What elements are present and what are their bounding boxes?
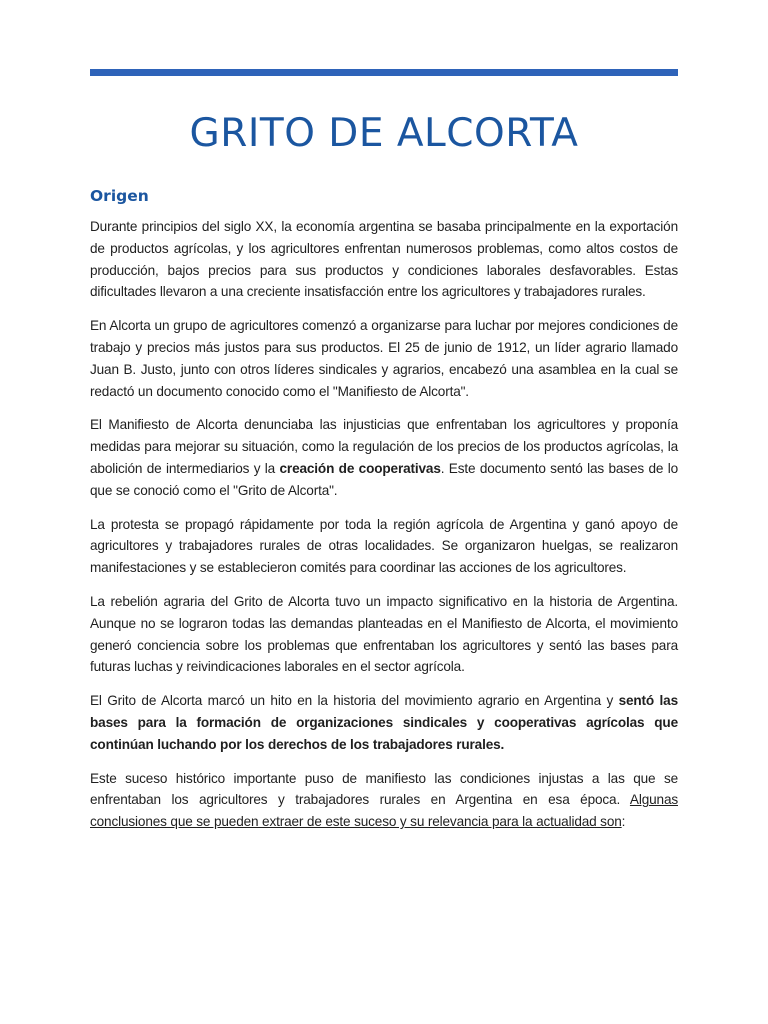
document-body bbox=[90, 216, 678, 845]
document-title: GRITO DE ALCORTA bbox=[189, 111, 579, 156]
paragraph-1: Durante principios del siglo XX, la economía argentina se basaba principalmente en la exportación de productos agrícolas, y los agricultores enfrentan numerosos problemas, como altos costos de producción, bajos precios para sus productos y condiciones laborales desfavorables. Estas dificultades llevaron a una creciente insatisfacción entre los agricultores y trabajadores rurales. bbox=[90, 219, 678, 300]
paragraph-3-text-b: . Este documento sentó las bases de lo que se conoció como el "Grito de Alcorta". bbox=[90, 460, 678, 498]
paragraph-7-text-b: : bbox=[621, 814, 626, 830]
paragraph-3-text-a: El Manifiesto de Alcorta denunciaba las injusticias que enfrentaban los agricultores y proponía medidas para mejorar su situación, como la regulación de los precios de los productos agrícolas, la abolición de intermediarios y la bbox=[90, 417, 678, 476]
section-heading-origen: Origen bbox=[90, 187, 149, 205]
top-accent-rule bbox=[90, 69, 678, 76]
paragraph-7 bbox=[90, 768, 678, 833]
paragraph-3-bold: creación de cooperativas bbox=[279, 460, 441, 476]
paragraph-7-text-a: Este suceso histórico importante puso de manifiesto las condiciones injustas a las que se enfrentaban los agricultores y trabajadores rurales en Argentina en esa época. bbox=[90, 770, 678, 808]
paragraph-2: En Alcorta un grupo de agricultores comenzó a organizarse para luchar por mejores condiciones de trabajo y precios más justos para sus productos. El 25 de junio de 1912, un líder agrario llamado Juan B. Justo, junto con otros líderes sindicales y agrarios, encabezó una asamblea en la cual se redactó un documento conocido como el "Manifiesto de Alcorta". bbox=[90, 318, 678, 399]
paragraph-7-underlined: Algunas conclusiones que se pueden extraer de este suceso y su relevancia para la actualidad son bbox=[90, 792, 678, 830]
paragraph-5: La rebelión agraria del Grito de Alcorta tuvo un impacto significativo en la historia de Argentina. Aunque no se lograron todas las demandas planteadas en el Manifiesto de Alcorta, el movimiento generó conciencia sobre los problemas que enfrentaban los agricultores y sentó las bases para futuras luchas y reivindicaciones laborales en el sector agrícola. bbox=[90, 593, 678, 675]
paragraph-3 bbox=[90, 414, 678, 501]
paragraph-6 bbox=[90, 690, 678, 755]
paragraph-4: La protesta se propagó rápidamente por toda la región agrícola de Argentina y ganó apoyo de agricultores y trabajadores rurales de otras localidades. Se organizaron huelgas, se realizaron manifestaciones y se establecieron comités para coordinar las acciones de los agricultores. bbox=[90, 516, 678, 576]
paragraph-6-text-a: El Grito de Alcorta marcó un hito en la historia del movimiento agrario en Argentina y bbox=[90, 693, 619, 709]
paragraph-6-bold: sentó las bases para la formación de organizaciones sindicales y cooperativas agrícolas que continúan luchando por los derechos de los trabajadores rurales. bbox=[90, 693, 678, 752]
